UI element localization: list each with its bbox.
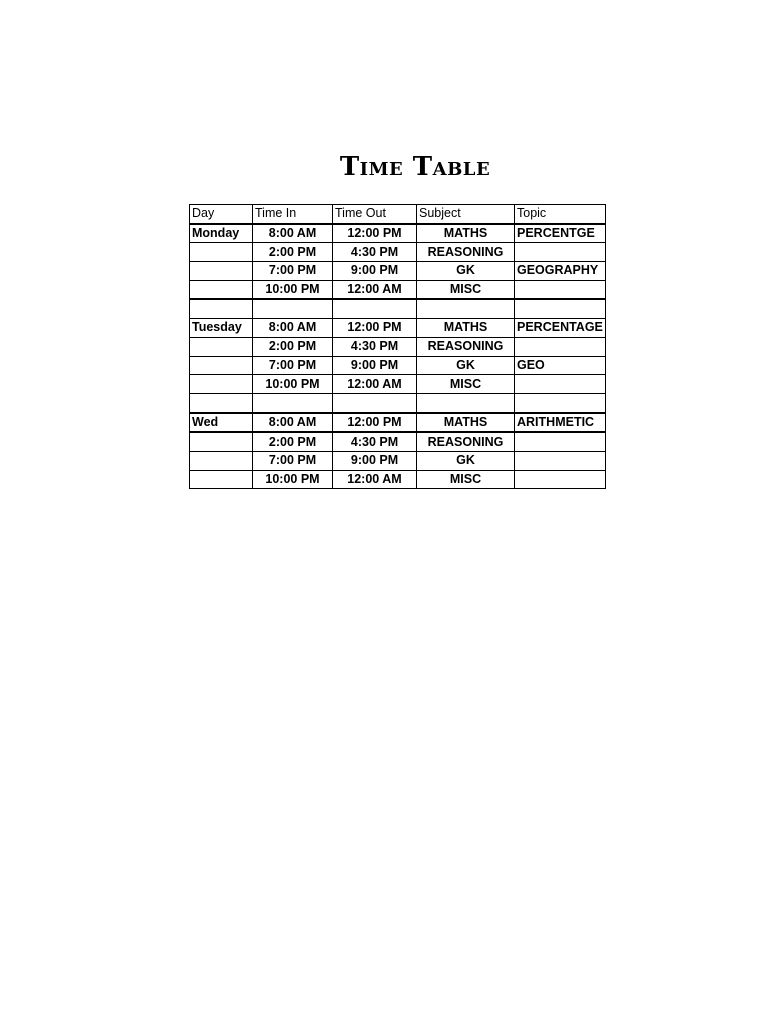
table-row bbox=[190, 451, 606, 470]
cell-topic bbox=[515, 451, 606, 470]
cell-day bbox=[190, 451, 253, 470]
cell-day bbox=[190, 337, 253, 356]
cell-time-in: 8:00 AM bbox=[253, 224, 333, 243]
cell-time-out: 9:00 PM bbox=[333, 356, 417, 375]
cell-time-out: 4:30 PM bbox=[333, 337, 417, 356]
table-row bbox=[190, 356, 606, 375]
cell-day bbox=[190, 470, 253, 489]
cell-time-out: 9:00 PM bbox=[333, 451, 417, 470]
table-row bbox=[190, 375, 606, 394]
cell-subject: REASONING bbox=[417, 432, 515, 451]
cell-topic bbox=[515, 393, 606, 412]
cell-subject: MATHS bbox=[417, 224, 515, 243]
header-topic: Topic bbox=[515, 205, 606, 224]
cell-time-in: 7:00 PM bbox=[253, 451, 333, 470]
cell-topic: ARITHMETIC bbox=[515, 413, 606, 433]
cell-time-in bbox=[253, 393, 333, 412]
cell-time-out: 12:00 AM bbox=[333, 375, 417, 394]
cell-topic: GEO bbox=[515, 356, 606, 375]
table-row bbox=[190, 280, 606, 299]
cell-subject: GK bbox=[417, 356, 515, 375]
table-row bbox=[190, 319, 606, 338]
cell-time-in: 7:00 PM bbox=[253, 262, 333, 281]
cell-day bbox=[190, 280, 253, 299]
table-row bbox=[190, 432, 606, 451]
cell-time-out bbox=[333, 299, 417, 318]
cell-topic bbox=[515, 337, 606, 356]
cell-time-out: 4:30 PM bbox=[333, 243, 417, 262]
cell-day bbox=[190, 375, 253, 394]
cell-subject: GK bbox=[417, 262, 515, 281]
cell-topic bbox=[515, 375, 606, 394]
cell-subject bbox=[417, 393, 515, 412]
cell-time-out: 9:00 PM bbox=[333, 262, 417, 281]
cell-subject: GK bbox=[417, 451, 515, 470]
cell-topic: GEOGRAPHY bbox=[515, 262, 606, 281]
cell-subject bbox=[417, 299, 515, 318]
table-row bbox=[190, 243, 606, 262]
table-row bbox=[190, 262, 606, 281]
timetable bbox=[189, 204, 606, 489]
cell-subject: REASONING bbox=[417, 337, 515, 356]
cell-time-in: 10:00 PM bbox=[253, 280, 333, 299]
cell-day: Tuesday bbox=[190, 319, 253, 338]
cell-time-in: 2:00 PM bbox=[253, 432, 333, 451]
cell-subject: MISC bbox=[417, 470, 515, 489]
cell-day bbox=[190, 243, 253, 262]
cell-time-out: 12:00 PM bbox=[333, 413, 417, 433]
cell-subject: MISC bbox=[417, 375, 515, 394]
cell-day bbox=[190, 299, 253, 318]
cell-topic bbox=[515, 470, 606, 489]
cell-topic bbox=[515, 432, 606, 451]
cell-day bbox=[190, 432, 253, 451]
cell-topic: PERCENTAGE bbox=[515, 319, 606, 338]
page-title: Time Table bbox=[339, 152, 491, 182]
cell-topic bbox=[515, 280, 606, 299]
cell-time-out: 12:00 AM bbox=[333, 280, 417, 299]
cell-subject: MISC bbox=[417, 280, 515, 299]
cell-subject: MATHS bbox=[417, 319, 515, 338]
cell-time-out bbox=[333, 393, 417, 412]
header-time-out: Time Out bbox=[333, 205, 417, 224]
cell-time-in bbox=[253, 299, 333, 318]
cell-topic: PERCENTGE bbox=[515, 224, 606, 243]
cell-subject: MATHS bbox=[417, 413, 515, 433]
table-row bbox=[190, 224, 606, 243]
table-row bbox=[190, 413, 606, 433]
cell-time-in: 10:00 PM bbox=[253, 470, 333, 489]
table-row bbox=[190, 337, 606, 356]
cell-day bbox=[190, 262, 253, 281]
table-row bbox=[190, 470, 606, 489]
cell-time-in: 8:00 AM bbox=[253, 413, 333, 433]
cell-time-in: 2:00 PM bbox=[253, 243, 333, 262]
cell-day bbox=[190, 356, 253, 375]
cell-time-in: 8:00 AM bbox=[253, 319, 333, 338]
header-row bbox=[190, 205, 606, 224]
header-time-in: Time In bbox=[253, 205, 333, 224]
cell-topic bbox=[515, 243, 606, 262]
table-row bbox=[190, 393, 606, 412]
cell-time-out: 4:30 PM bbox=[333, 432, 417, 451]
cell-time-out: 12:00 PM bbox=[333, 319, 417, 338]
cell-time-in: 2:00 PM bbox=[253, 337, 333, 356]
cell-topic bbox=[515, 299, 606, 318]
timetable-body bbox=[190, 205, 606, 489]
cell-time-out: 12:00 PM bbox=[333, 224, 417, 243]
cell-day: Wed bbox=[190, 413, 253, 433]
cell-day bbox=[190, 393, 253, 412]
header-day: Day bbox=[190, 205, 253, 224]
cell-subject: REASONING bbox=[417, 243, 515, 262]
cell-day: Monday bbox=[190, 224, 253, 243]
cell-time-in: 7:00 PM bbox=[253, 356, 333, 375]
cell-time-out: 12:00 AM bbox=[333, 470, 417, 489]
table-row bbox=[190, 299, 606, 318]
header-subject: Subject bbox=[417, 205, 515, 224]
cell-time-in: 10:00 PM bbox=[253, 375, 333, 394]
